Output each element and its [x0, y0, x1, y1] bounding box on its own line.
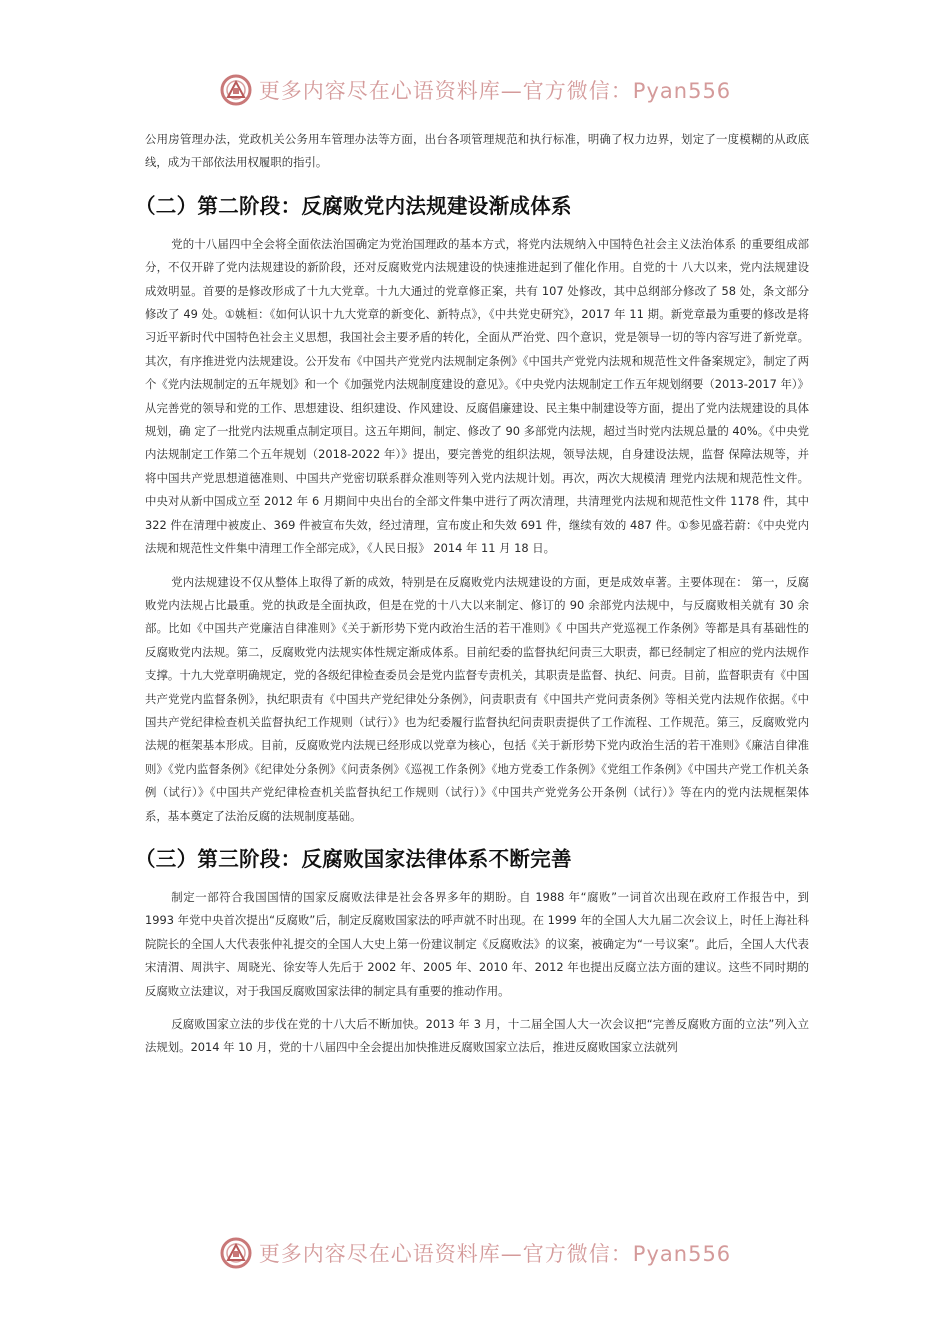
section-heading-stage-two: （二）第二阶段：反腐败党内法规建设渐成体系 [135, 193, 572, 218]
paragraph-stage-two-overview: 党的十八届四中全会将全面依法治国确定为党治国理政的基本方式，将党内法规纳入中国特色社会主义法治体系 的重要组成部分，不仅开辟了党内法规建设的新阶段，还对反腐败党内法规建设的快速推进起到了催化作用。自党的十 八大以来，党内法规建设成效明显。首要的是修改形成了十九大党章。十九大通过的党章修正案，共有 107 处修改，其中总纲部分修改了 58 处，条文部分修改了 49 处。①姚桓：《如何认识十九大党章的新变化、新特点》，《中共党史研究》，2017 年 11 期。新党章最为重要的修改是将习近平新时代中国特色社会主义思想，我国社会主要矛盾的转化，全面从严治党、四个意识，党是领导一切的等内容写进了新党章。其次，有序推进党内法规建设。公开发布《中国共产党党内法规制定条例》《中国共产党党内法规和规范性文件备案规定》，制定了两个《党内法规制定的五年规划》和一个《加强党内法规制度建设的意见》。《中央党内法规制定工作五年规划纲要（2013-2017 年）》从完善党的领导和党的工作、思想建设、组织建设、作风建设、反腐倡廉建设、民主集中制建设等方面，提出了党内法规建设的具体规划，确 定了一批党内法规重点制定项目。这五年期间，制定、修改了 90 多部党内法规，超过当时党内法规总量的 40%。《中央党内法规制定工作第二个五年规划（2018-2022 年）》提出，要完善党的组织法规，领导法规，自身建设法规，监督 保障法规等，并将中国共产党思想道德准则、中国共产党密切联系群众准则等列入党内法规计划。再次，两次大规模清 理党内法规和规范性文件。中央对从新中国成立至 2012 年 6 月期间中央出台的全部文件集中进行了两次清理，共清理党内法规和规范性文件 1178 件，其中 322 件在清理中被废止、369 件被宣布失效，经过清理，宣布废止和失效 691 件，继续有效的 487 件。①参见盛若蔚：《中央党内法规和规范性文件集中清理工作全部完成》，《人民日报》 2014 年 11 月 18 日。 [145, 236, 809, 556]
footer-watermark [0, 1233, 950, 1273]
paragraph-stage-two-achievements: 党内法规建设不仅从整体上取得了新的成效，特别是在反腐败党内法规建设的方面，更是成效卓著。主要体现在： 第一，反腐败党内法规占比最重。党的执政是全面执政，但是在党的十八大以来制定、修订的 90 余部党内法规中，与反腐败相关就有 30 余部。比如《中国共产党廉洁自律准则》《关于新形势下党内政治生活的若干准则》《 中国共产党巡视工作条例》等都是具有基础性的反腐败党内法规。第二，反腐败党内法规实体性规定渐成体系。目前纪委的监督执纪问责三大职责，都已经制定了相应的党内法规作支撑。十九大党章明确规定，党的各级纪律检查委员会是党内监督专责机关，其职责是监督、执纪、问责。目前，监督职责有《中国共产党党内监督条例》，执纪职责有《中国共产党纪律处分条例》，问责职责有《中国共产党问责条例》等相关党内法规作依据。《中国共产党纪律检查机关监督执纪工作规则（试行）》也为纪委履行监督执纪问责职责提供了工作流程、工作规范。第三，反腐败党内法规的框架基本形成。目前，反腐败党内法规已经形成以党章为核心，包括《关于新形势下党内政治生活的若干准则》《廉洁自律准则》《党内监督条例》《纪律处分条例》《问责条例》《巡视工作条例》《地方党委工作条例》《党组工作条例》《中国共产党工作机关条例（试行）》《中国共产党纪律检查机关监督执纪工作规则（试行）》《中国共产党党务公开条例（试行）》等在内的党内法规框架体系，基本奠定了法治反腐的法规制度基础。 [145, 574, 809, 823]
seal-logo-icon [219, 1236, 253, 1270]
document-body [135, 128, 809, 1060]
paragraph-stage-three-progress: 反腐败国家立法的步伐在党的十八大后不断加快。2013 年 3 月，十二届全国人大一次会议把“完善反腐败方面的立法”列入立法规划。2014 年 10 月，党的十八届四中全会提出加快推进反腐败国家立法后，推进反腐败国家立法就列 [145, 1017, 809, 1055]
header-watermark [0, 70, 950, 110]
section-heading-stage-three: （三）第三阶段：反腐败国家法律体系不断完善 [135, 846, 572, 871]
watermark-text: 更多内容尽在心语资料库—官方微信：Pyan556 [258, 1242, 732, 1266]
watermark-text: 更多内容尽在心语资料库—官方微信：Pyan556 [258, 79, 732, 103]
paragraph-continued: 公用房管理办法，党政机关公务用车管理办法等方面，出台各项管理规范和执行标准，明确了权力边界，划定了一度模糊的从政底线，成为干部依法用权履职的指引。 [145, 132, 809, 170]
paragraph-stage-three-history: 制定一部符合我国国情的国家反腐败法律是社会各界多年的期盼。自 1988 年“腐败”一词首次出现在政府工作报告中，到 1993 年党中央首次提出“反腐败”后，制定反腐败国家法的呼声就不时出现。在 1999 年的全国人大九届二次会议上，时任上海社科院院长的全国人大代表张仲礼提交的全国人大史上第一份建议制定《反腐败法》的议案，被确定为“一号议案”。此后，全国人大代表宋清渭、周洪宇、周晓光、徐安等人先后于 2002 年、2005 年、2010 年、2012 年也提出反腐立法方面的建议。这些不同时期的反腐败立法建议，对于我国反腐败国家法律的制定具有重要的推动作用。 [145, 889, 809, 998]
seal-logo-icon [219, 73, 253, 107]
